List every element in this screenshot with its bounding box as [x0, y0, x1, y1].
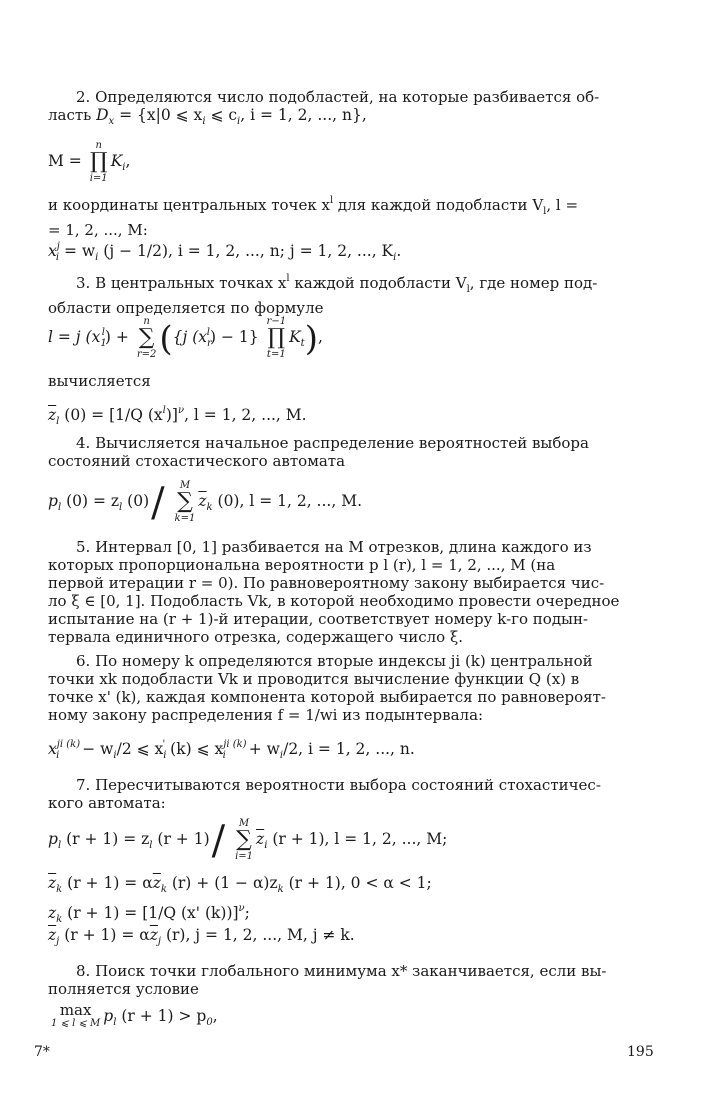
paragraph-5-line-1: 5. Интервал [0, 1] разбивается на M отрезков, длина каждого из: [76, 538, 592, 556]
formula-10: $\overline{z}_j$ $(r + 1) = \alpha\overline{z}_j$ (r), j = 1, 2, ..., M, j ≠ k.: [48, 926, 355, 947]
formula-7: $p_l$ $(r + 1) = z_l$ (r + 1)/ M ∑ i=1 $\overline{z}_i$ (r + 1), l = 1, 2, ..., M;: [48, 818, 448, 864]
paragraph-2b: [48, 192, 652, 239]
paragraph-2: [48, 88, 652, 131]
paragraph-3c: вычисляется: [48, 372, 151, 390]
paragraph-2-line-1: 2. Определяются число подобластей, на которые разбивается об-: [76, 88, 600, 106]
paragraph-4: [48, 434, 652, 470]
formula-updated-p: [48, 818, 652, 862]
paragraph-8-line-2: полняется условие: [48, 980, 199, 998]
paragraph-2b-line-1: и координаты центральных точек $x^l$ для каждой подобласти $V_l$, l =: [48, 195, 579, 217]
paragraph-7-line-1: 7. Пересчитываются вероятности выбора состояний стохастичес-: [76, 776, 601, 794]
paragraph-5-line-4: ло ξ ∈ [0, 1]. Подобласть Vk, в которой необходимо провести очередное: [48, 592, 620, 610]
formula-2: $x^j_i = w_i$ (j − 1/2), i = 1, 2, ..., n; j = 1, 2, ..., $K_i$.: [48, 241, 402, 263]
signature-mark: 7*: [34, 1044, 50, 1060]
paragraph-3-line-2: области определяется по формуле: [48, 299, 324, 317]
paragraph-8-line-1: 8. Поиск точки глобального минимума x* заканчивается, если вы-: [76, 962, 607, 980]
paragraph-3: [48, 270, 652, 317]
formula-5: $p_l$ $(0) = z_l$ (0)/ M ∑ k=1 $\overline{z}_k$ (0), l = 1, 2, ..., M.: [48, 480, 362, 526]
formula-initial-p: [48, 480, 652, 524]
paragraph-4-line-2: состояний стохастического автомата: [48, 452, 346, 470]
paragraph-4-line-1: 4. Вычисляется начальное распределение вероятностей выбора: [76, 434, 589, 452]
paragraph-5-line-2: которых пропорциональна вероятности p l (r), l = 1, 2, ..., M (на: [48, 556, 556, 574]
formula-1: M = n ∏ i=1 $K_i$,: [48, 140, 131, 184]
paragraph-7: [48, 776, 652, 812]
formula-z-k-update: [48, 874, 652, 899]
formula-initial-z: [48, 402, 652, 431]
paragraph-2b-line-2: = 1, 2, ..., M:: [48, 221, 148, 239]
paragraph-6-line-4: ному закону распределения f = 1/wi из подынтервала:: [48, 706, 484, 724]
paragraph-6-line-1: 6. По номеру k определяются вторые индексы ji (k) центральной: [76, 652, 593, 670]
paragraph-5-line-3: первой итерации r = 0). По равновероятному закону выбирается чис-: [48, 574, 605, 592]
formula-6: $x^{ji (k)}_i - w_i/2$ ⩽ $x_i'$ (k) ⩽ $x^{ji (k)}_i + w_i/2$, i = 1, 2, ..., n.: [48, 739, 415, 761]
formula-z-k-value: [48, 900, 652, 929]
paragraph-3-line-1: 3. В центральных точках $x^l$ каждой подобласти $V_l$, где номер под-: [76, 273, 598, 295]
formula-product-k: [48, 140, 652, 184]
formula-subinterval: [48, 736, 652, 765]
formula-3: l = j $(x_1^l)$ + n ∑ r=2 ({j $(x_r^l) - 1$} r−1 ∏ t=1 $K_t$),: [48, 316, 323, 360]
paragraph-5: [48, 538, 652, 646]
formula-z-j-update: [48, 926, 652, 951]
formula-stop-condition: [48, 1001, 652, 1032]
paragraph-6: [48, 652, 652, 724]
paragraph-5-line-5: испытание на (r + 1)-й итерации, соответствует номеру k-го подын-: [48, 610, 589, 628]
paragraph-6-line-3: точке x' (k), каждая компонента которой выбирается по равновероят-: [48, 688, 606, 706]
paragraph-6-line-2: точки xk подобласти Vk и проводится вычисление функции Q (x) в: [48, 670, 580, 688]
formula-index-l: [48, 316, 652, 360]
formula-8: $\overline{z}_k$ $(r + 1) = \alpha\overline{z}_k$ $(r) + (1 - \alpha)z_k$ (r + 1), 0 < α < 1;: [48, 874, 432, 895]
paragraph-2-line-2: ласть $D_x = \{x|0$ ⩽ $x_i$ ⩽ $c_i$, i = 1, 2, ..., n},: [48, 106, 367, 127]
formula-9: $z_k$ (r + 1) = [1/Q (x' (k))]$^\nu$;: [48, 903, 250, 925]
formula-4: $\overline{z}_l$ (0) = [1/Q $(x^l)]^\nu$, l = 1, 2, ..., M.: [48, 405, 307, 427]
formula-central-point: [48, 238, 652, 267]
formula-11: max 1 ⩽ l ⩽ M $p_l$ $(r + 1) > p_0$,: [51, 1001, 218, 1029]
paragraph-7-line-2: кого автомата:: [48, 794, 166, 812]
paragraph-8: [48, 962, 652, 998]
paragraph-5-line-6: тервала единичного отрезка, содержащего число ξ.: [48, 628, 463, 646]
page-number: 195: [627, 1044, 654, 1060]
